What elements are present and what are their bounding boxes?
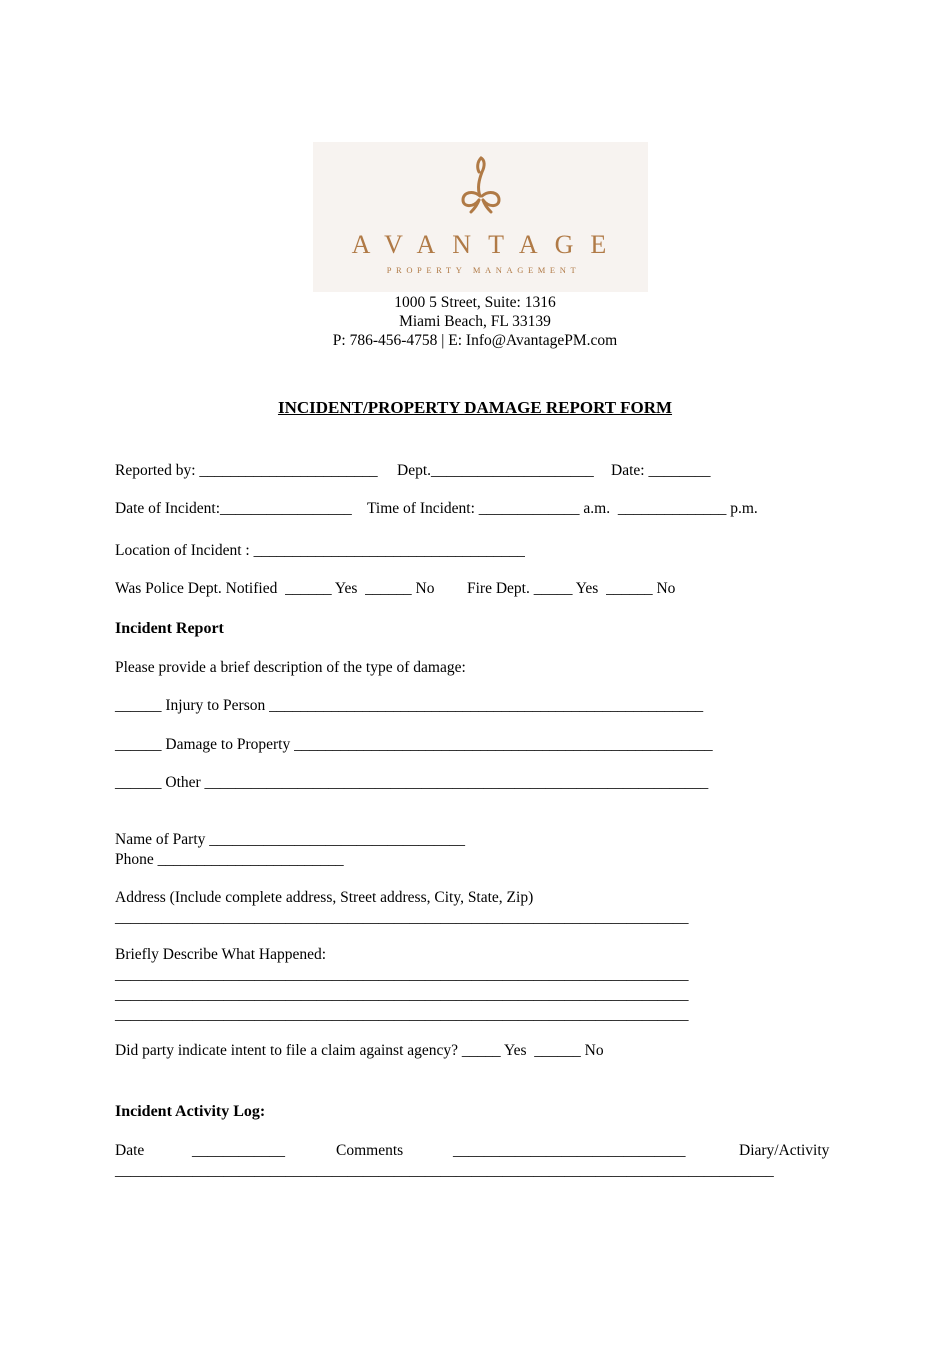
incident-report-heading: Incident Report (115, 620, 224, 637)
damage-to-property-field[interactable]: ______ Damage to Property ______________________________________________________ (115, 736, 713, 753)
log-date-label: Date (115, 1142, 145, 1159)
date-field[interactable]: Date: ________ (611, 462, 711, 479)
log-diary-field[interactable]: _____________________________________________________________________________________ (115, 1162, 774, 1179)
address-label: Address (Include complete address, Street address, City, State, Zip) (115, 889, 534, 906)
claim-intent-field[interactable]: Did party indicate intent to file a claim against agency? _____ Yes ______ No (115, 1042, 604, 1059)
contact-phone-email: P: 786-456-4758 | E: Info@AvantagePM.com (332, 332, 618, 349)
form-title: INCIDENT/PROPERTY DAMAGE REPORT FORM (277, 398, 673, 417)
describe-line-1[interactable]: __________________________________________________________________________ (115, 966, 689, 983)
describe-line-2[interactable]: __________________________________________________________________________ (115, 986, 689, 1003)
time-of-incident-field[interactable]: Time of Incident: _____________ a.m. ______________ p.m. (367, 500, 758, 517)
brand-tagline: PROPERTY MANAGEMENT (386, 265, 581, 275)
contact-street: 1000 5 Street, Suite: 1316 (394, 294, 556, 311)
injury-to-person-field[interactable]: ______ Injury to Person ________________________________________________________ (115, 697, 704, 714)
reported-by-field[interactable]: Reported by: _______________________ (115, 462, 378, 479)
police-notified-field[interactable]: Was Police Dept. Notified ______ Yes ______ No (115, 580, 435, 597)
date-of-incident-field[interactable]: Date of Incident:_________________ (115, 500, 352, 517)
other-damage-field[interactable]: ______ Other _________________________________________________________________ (115, 774, 709, 791)
name-of-party-field[interactable]: Name of Party _________________________________ (115, 831, 466, 848)
company-logo (313, 142, 648, 292)
log-comments-field[interactable]: ______________________________ (453, 1142, 686, 1159)
log-diary-label: Diary/Activity (739, 1142, 830, 1159)
damage-prompt: Please provide a brief description of the type of damage: (115, 659, 466, 676)
dept-field[interactable]: Dept._____________________ (397, 462, 594, 479)
brand-name: AVANTAGE (351, 230, 624, 259)
avantage-logo-icon (451, 154, 511, 214)
activity-log-heading: Incident Activity Log: (115, 1103, 266, 1120)
phone-field[interactable]: Phone ________________________ (115, 851, 344, 868)
describe-line-3[interactable]: __________________________________________________________________________ (115, 1006, 689, 1023)
contact-city: Miami Beach, FL 33139 (399, 313, 551, 330)
address-field[interactable]: __________________________________________________________________________ (115, 909, 689, 926)
log-date-field[interactable]: ____________ (192, 1142, 285, 1159)
location-field[interactable]: Location of Incident : ___________________________________ (115, 542, 525, 559)
describe-label: Briefly Describe What Happened: (115, 946, 327, 963)
log-comments-label: Comments (336, 1142, 404, 1159)
fire-dept-field[interactable]: Fire Dept. _____ Yes ______ No (467, 580, 676, 597)
